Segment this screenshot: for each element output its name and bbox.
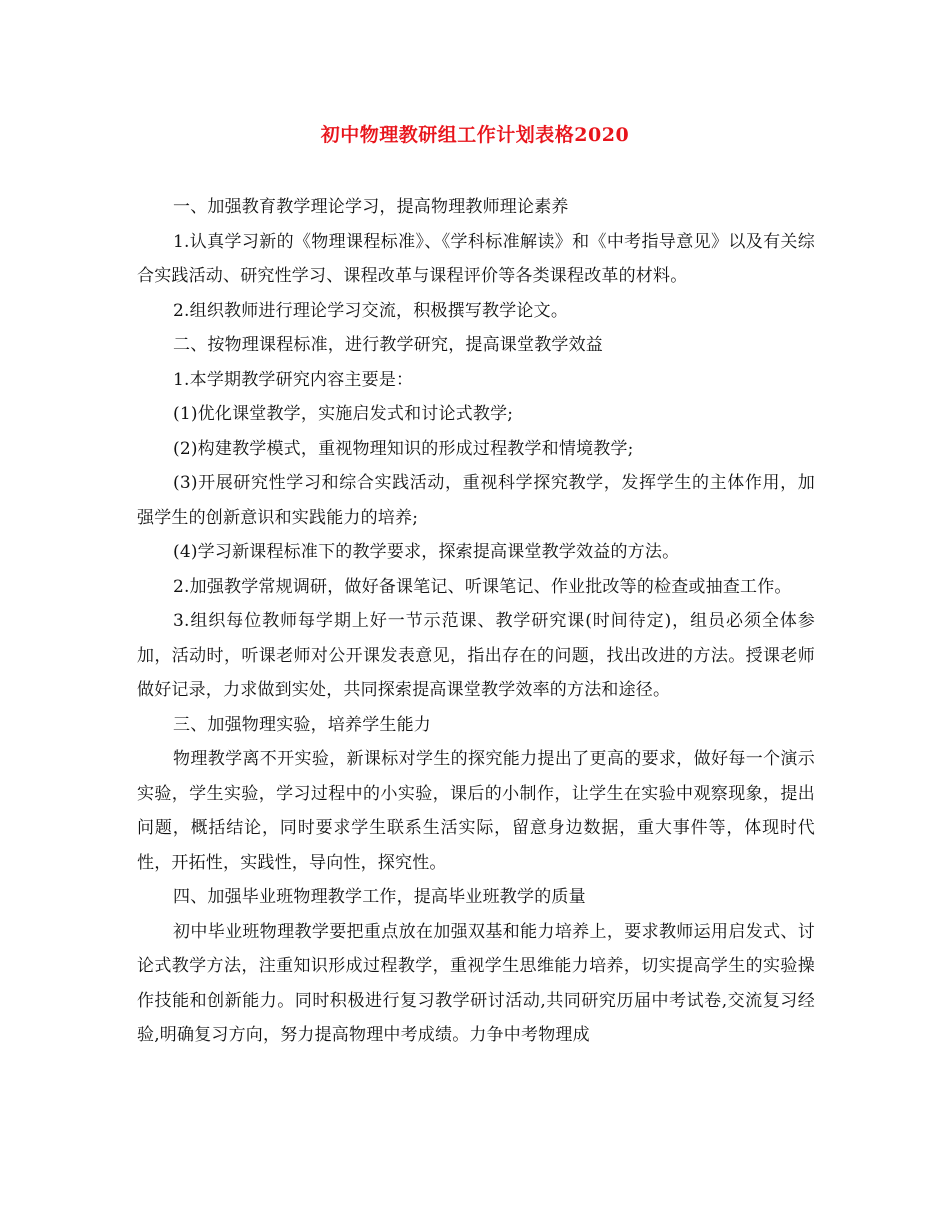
document-body: [137, 190, 815, 1053]
paragraph: 2.加强教学常规调研，做好备课笔记、听课笔记、作业批改等的检查或抽查工作。: [173, 576, 792, 597]
paragraph: 1.认真学习新的《物理课程标准》、《学科标准解读》和《中考指导意见》以及有关综合实践活动、研究性学习、课程改革与课程评价等各类课程改革的材料。: [137, 231, 815, 286]
list-item: (4)学习新课程标准下的教学要求，探索提高课堂教学效益的方法。: [173, 542, 680, 562]
section-heading-2: 二、按物理课程标准，进行教学研究，提高课堂教学效益: [173, 335, 603, 355]
list-item: (2)构建教学模式，重视物理知识的形成过程教学和情境教学;: [173, 438, 634, 459]
list-item: (1)优化课堂教学，实施启发式和讨论式教学;: [173, 404, 514, 424]
paragraph: 初中毕业班物理教学要把重点放在加强双基和能力培养上，要求教师运用启发式、讨论式教学方法，注重知识形成过程教学，重视学生思维能力培养，切实提高学生的实验操作技能和创新能力。同时积极进行复习教学研讨活动,共同研究历届中考试卷,交流复习经验,明确复习方向，努力提高物理中考成绩。力争中考物理成: [137, 921, 815, 1045]
section-heading-4: 四、加强毕业班物理教学工作，提高毕业班教学的质量: [173, 887, 586, 907]
paragraph: 2.组织教师进行理论学习交流，积极撰写教学论文。: [173, 300, 569, 321]
paragraph: 3.组织每位教师每学期上好一节示范课、教学研究课(时间待定)，组员必须全体参加，活动时，听课老师对公开课发表意见，指出存在的问题，找出改进的方法。授课老师做好记录，力求做到实处，共同探索提高课堂教学效率的方法和途径。: [137, 611, 815, 700]
paragraph: 物理教学离不开实验，新课标对学生的探究能力提出了更高的要求，做好每一个演示实验，学生实验，学习过程中的小实验，课后的小制作，让学生在实验中观察现象，提出问题，概括结论，同时要求学生联系生活实际，留意身边数据，重大事件等，体现时代性，开拓性，实践性，导向性，探究性。: [137, 749, 815, 873]
section-heading-3: 三、加强物理实验，培养学生能力: [173, 714, 431, 735]
section-heading-1: 一、加强教育教学理论学习，提高物理教师理论素养: [173, 197, 569, 217]
paragraph: 1.本学期教学研究内容主要是：: [173, 369, 414, 390]
list-item: (3)开展研究性学习和综合实践活动，重视科学探究教学，发挥学生的主体作用，加强学生的创新意识和实践能力的培养;: [137, 473, 815, 528]
document-title: 初中物理教研组工作计划表格2020: [320, 124, 630, 146]
